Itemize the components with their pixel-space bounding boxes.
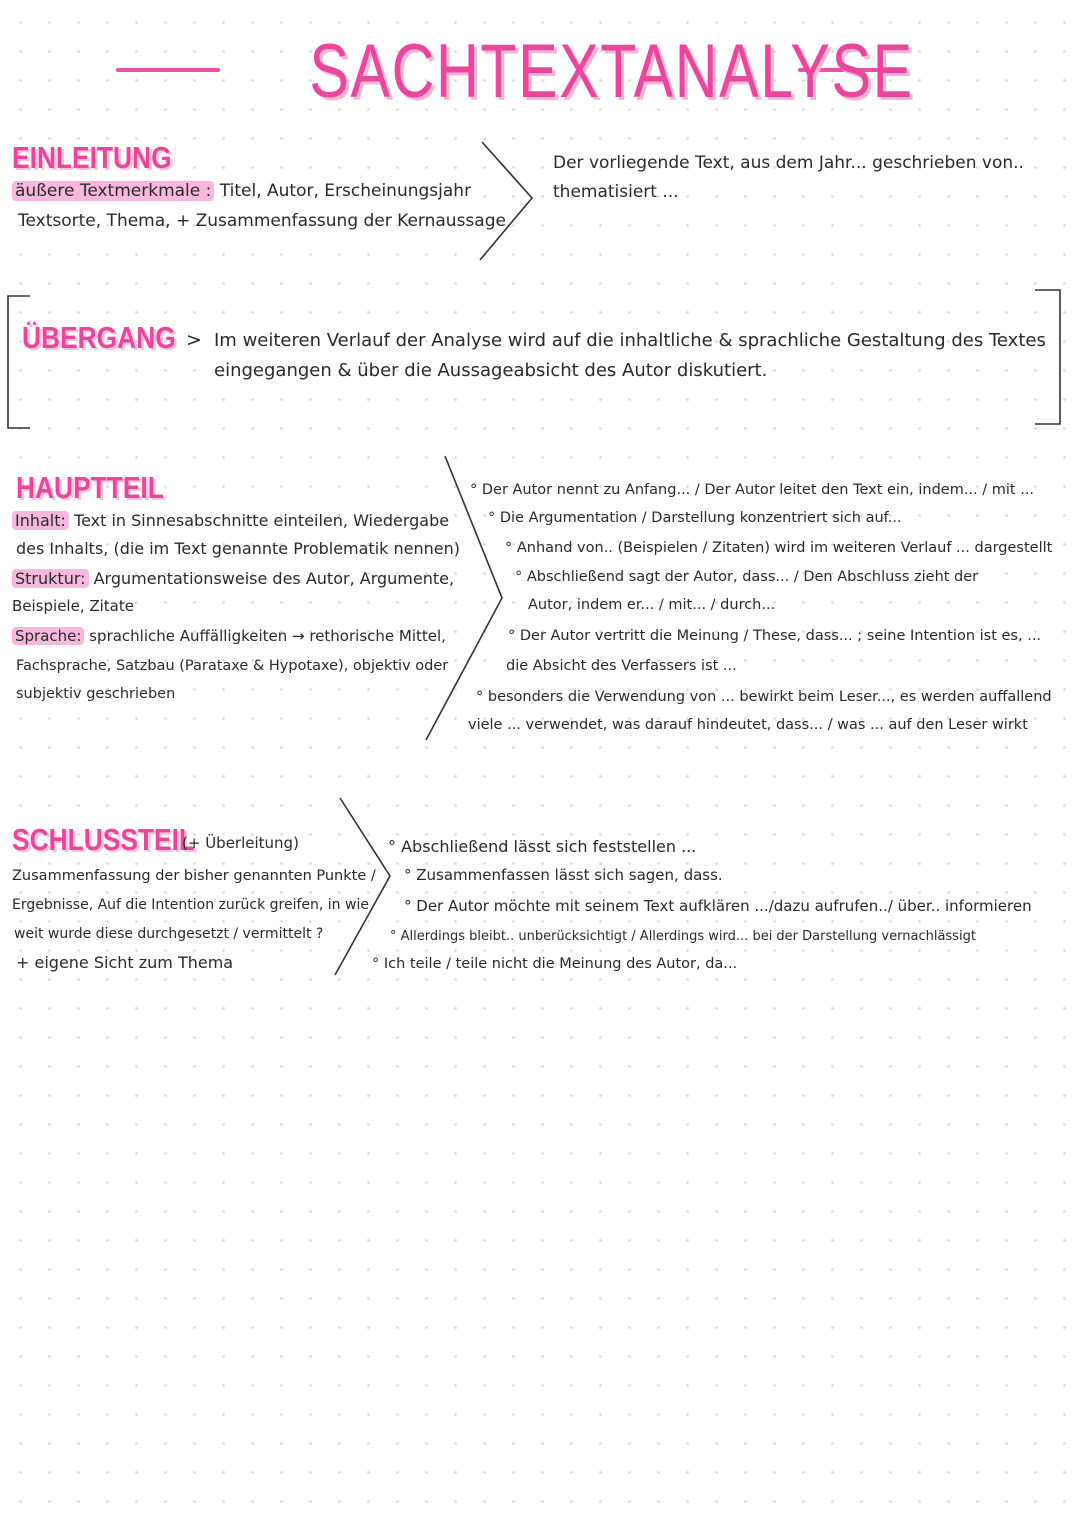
uebergang-line-2: eingegangen & über die Aussageabsicht des Autor diskutiert. <box>214 360 768 381</box>
hauptteil-struktur <box>12 564 454 593</box>
sprache-line3: subjektiv geschrieben <box>16 686 176 702</box>
hauptteil-heading: HAUPTTEIL <box>16 470 164 505</box>
inhalt-line2: des Inhalts, (die im Text genannte Problematik nennen) <box>16 539 460 558</box>
hauptteil-inhalt <box>12 506 449 535</box>
schlussteil-line-3: weit wurde diese durchgesetzt / vermittelt ? <box>14 926 324 942</box>
schlussteil-line-1: Zusammenfassung der bisher genannten Punkte / <box>12 868 376 884</box>
hauptteil-right-6: ° Der Autor vertritt die Meinung / These, dass... ; seine Intention ist es, ... <box>508 628 1042 644</box>
einleitung-heading: EINLEITUNG <box>12 140 172 175</box>
struktur-label: Struktur: <box>12 569 89 588</box>
uebergang-arrow: > <box>186 329 202 351</box>
einleitung-line2: Textsorte, Thema, + Zusammenfassung der Kernaussage <box>18 211 506 231</box>
struktur-text: Argumentationsweise des Autor, Argumente, <box>93 569 455 588</box>
inhalt-label: Inhalt: <box>12 511 69 530</box>
hauptteil-right-4: ° Abschließend sagt der Autor, dass... / Den Abschluss zieht der <box>515 569 979 585</box>
hauptteil-sprache <box>12 622 446 651</box>
hauptteil-right-3: ° Anhand von.. (Beispielen / Zitaten) wird im weiteren Verlauf ... dargestellt <box>505 540 1053 556</box>
page-title: SACHTEXTANALYSE <box>309 29 914 114</box>
sprache-label: Sprache: <box>12 627 84 645</box>
sprache-text: sprachliche Auffälligkeiten → rethorische Mittel, <box>89 627 446 645</box>
schlussteil-line-4: + eigene Sicht zum Thema <box>16 953 234 972</box>
hauptteil-right-2: ° Die Argumentation / Darstellung konzentriert sich auf... <box>488 510 902 526</box>
sprache-line2: Fachsprache, Satzbau (Parataxe & Hypotaxe), objektiv oder <box>16 658 449 674</box>
einleitung-label-rest: Titel, Autor, Erscheinungsjahr <box>219 181 472 201</box>
schlussteil-right-2: ° Zusammenfassen lässt sich sagen, dass. <box>404 866 723 884</box>
uebergang-bracket-left <box>8 296 30 428</box>
hauptteil-right-5: Autor, indem er... / mit... / durch... <box>528 597 776 613</box>
struktur-line2: Beispiele, Zitate <box>12 597 134 615</box>
inhalt-text: Text in Sinnesabschnitte einteilen, Wiedergabe <box>74 511 450 530</box>
einleitung-right-1: Der vorliegende Text, aus dem Jahr... geschrieben von.. <box>553 153 1024 173</box>
schlussteil-heading: SCHLUSSTEIL <box>12 822 196 857</box>
hauptteil-right-7: die Absicht des Verfassers ist ... <box>506 658 737 674</box>
schlussteil-right-4: ° Allerdings bleibt.. unberücksichtigt / Allerdings wird... bei der Darstellung vernachlässigt <box>390 929 976 944</box>
uebergang-line-1: Im weiteren Verlauf der Analyse wird auf die inhaltliche & sprachliche Gestaltung des Textes <box>214 330 1046 351</box>
uebergang-heading: ÜBERGANG <box>22 320 176 355</box>
schlussteil-right-3: ° Der Autor möchte mit seinem Text aufklären .../dazu aufrufen../ über.. informieren <box>404 897 1032 915</box>
einleitung-label: äußere Textmerkmale : <box>12 181 214 201</box>
einleitung-line1 <box>12 177 471 206</box>
uebergang-bracket-right <box>1035 290 1060 424</box>
einleitung-chevron <box>480 142 532 260</box>
hauptteil-right-1: ° Der Autor nennt zu Anfang... / Der Autor leitet den Text ein, indem... / mit ... <box>470 482 1035 498</box>
hauptteil-right-9: viele ... verwendet, was darauf hindeutet, dass... / was ... auf den Leser wirkt <box>468 717 1028 733</box>
einleitung-right-2: thematisiert ... <box>553 182 679 202</box>
schlussteil-line-2: Ergebnisse, Auf die Intention zurück greifen, in wie <box>12 897 369 913</box>
schlussteil-right-5: ° Ich teile / teile nicht die Meinung des Autor, da... <box>372 956 738 972</box>
hauptteil-right-8: ° besonders die Verwendung von ... bewirkt beim Leser..., es werden auffallend <box>476 689 1052 705</box>
schlussteil-heading-note: (+ Überleitung) <box>182 834 299 852</box>
schlussteil-right-1: ° Abschließend lässt sich feststellen ... <box>388 837 697 856</box>
